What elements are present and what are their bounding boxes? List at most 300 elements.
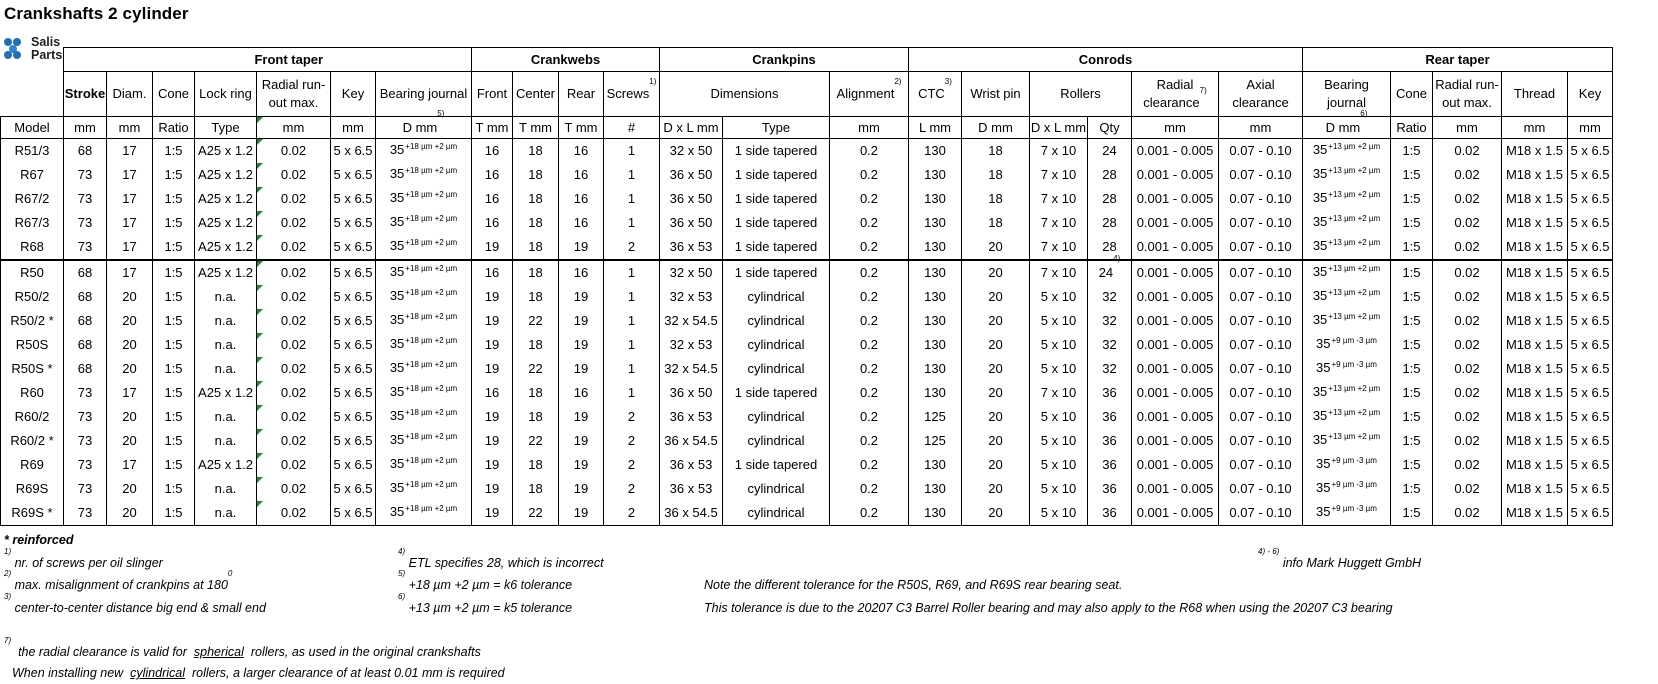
- unit-dimensions: D x L mm: [660, 117, 723, 139]
- cell-diam: 17: [107, 139, 153, 164]
- cell-rcone: 1:5: [1391, 453, 1433, 477]
- cell-rollers: 7 x 10: [1030, 381, 1088, 405]
- cell-rbj: $35^{+9 \mu m -3 \mu m}$: [1303, 477, 1391, 501]
- cell-runout: 0.02: [257, 357, 331, 381]
- cell-diam: 20: [107, 501, 153, 526]
- cell-key: 5 x 6.5: [331, 453, 376, 477]
- unit-alignment: mm: [830, 117, 909, 139]
- cell-thread: M18 x 1.5: [1502, 381, 1568, 405]
- cell-screws: 1: [604, 309, 660, 333]
- cell-cone: 1:5: [153, 187, 195, 211]
- cell-screws: 1: [604, 139, 660, 164]
- cell-wrist: 18: [962, 139, 1030, 164]
- cell-center: 18: [513, 381, 559, 405]
- unit-rear-cone: Ratio: [1391, 117, 1433, 139]
- cell-rcone: 1:5: [1391, 309, 1433, 333]
- cell-lock: A25 x 1.2: [195, 381, 257, 405]
- cell-wrist: 20: [962, 477, 1030, 501]
- cell-model: R60/2 *: [1, 429, 64, 453]
- unit-bearing-journal: D $mm^{5)}$: [376, 117, 472, 139]
- cell-bj: $35^{+18 \mu m +2 \mu m}$: [376, 309, 472, 333]
- cell-radial: 0.001 - 0.005: [1132, 139, 1219, 164]
- cell-qty: 28: [1088, 211, 1132, 235]
- cell-align: 0.2: [830, 285, 909, 309]
- cell-thread: M18 x 1.5: [1502, 163, 1568, 187]
- cell-thread: M18 x 1.5: [1502, 429, 1568, 453]
- cell-front: 19: [472, 235, 513, 260]
- cell-align: 0.2: [830, 381, 909, 405]
- cell-rbj: $35^{+13 \mu m +2 \mu m}$: [1303, 381, 1391, 405]
- footnote-4-6: $^{4) - 6)}$ info Mark Huggett GmbH: [1258, 547, 1422, 570]
- cell-stroke: 73: [64, 429, 107, 453]
- cell-rrunout: 0.02: [1433, 235, 1502, 260]
- header-cone: Cone: [153, 72, 195, 117]
- header-rear-cone: Cone: [1391, 72, 1433, 117]
- cell-rcone: 1:5: [1391, 333, 1433, 357]
- cell-axial: 0.07 - 0.10: [1219, 381, 1303, 405]
- cell-key: 5 x 6.5: [331, 357, 376, 381]
- cell-lock: n.a.: [195, 333, 257, 357]
- cell-ctc: 130: [909, 309, 962, 333]
- cell-lock: A25 x 1.2: [195, 211, 257, 235]
- cell-bj: $35^{+18 \mu m +2 \mu m}$: [376, 453, 472, 477]
- cell-model: R69: [1, 453, 64, 477]
- footnote-2: $^{2)}$ max. misalignment of crankpins at $180^0$: [4, 569, 233, 592]
- cell-rollers: 5 x 10: [1030, 333, 1088, 357]
- cell-bj: $35^{+18 \mu m +2 \mu m}$: [376, 501, 472, 526]
- table-row: [1, 139, 1613, 164]
- cell-center: 18: [513, 405, 559, 429]
- cell-model: R67: [1, 163, 64, 187]
- cell-wrist: 20: [962, 357, 1030, 381]
- cell-diam: 20: [107, 429, 153, 453]
- cell-key: 5 x 6.5: [331, 187, 376, 211]
- cell-radial: 0.001 - 0.005: [1132, 405, 1219, 429]
- cell-key: 5 x 6.5: [331, 285, 376, 309]
- cell-key: 5 x 6.5: [331, 333, 376, 357]
- cell-stroke: 73: [64, 405, 107, 429]
- cell-wrist: 20: [962, 381, 1030, 405]
- cell-runout: 0.02: [257, 381, 331, 405]
- cell-ctc: 130: [909, 211, 962, 235]
- cell-runout: 0.02: [257, 235, 331, 260]
- cell-axial: 0.07 - 0.10: [1219, 187, 1303, 211]
- header-dimensions: Dimensions: [660, 72, 830, 117]
- cell-runout: 0.02: [257, 139, 331, 164]
- cell-key: 5 x 6.5: [331, 501, 376, 526]
- cell-lock: n.a.: [195, 285, 257, 309]
- table-row: [1, 187, 1613, 211]
- cell-cone: 1:5: [153, 357, 195, 381]
- cell-rrunout: 0.02: [1433, 429, 1502, 453]
- header-screws: Screws$^{1)}$: [604, 72, 660, 117]
- cell-key: 5 x 6.5: [331, 163, 376, 187]
- cell-ctc: 130: [909, 477, 962, 501]
- cell-wrist: 20: [962, 453, 1030, 477]
- cell-rbj: $35^{+13 \mu m +2 \mu m}$: [1303, 260, 1391, 285]
- cell-rollers: 5 x 10: [1030, 285, 1088, 309]
- cell-screws: 2: [604, 429, 660, 453]
- cell-type: cylindrical: [723, 357, 830, 381]
- cell-rollers: 5 x 10: [1030, 429, 1088, 453]
- cell-front: 19: [472, 285, 513, 309]
- cell-screws: 2: [604, 501, 660, 526]
- cell-rkey: 5 x 6.5: [1568, 477, 1613, 501]
- cell-align: 0.2: [830, 211, 909, 235]
- unit-axial-clearance: mm: [1219, 117, 1303, 139]
- cell-rear: 19: [559, 477, 604, 501]
- cell-wrist: 18: [962, 187, 1030, 211]
- cell-bj: $35^{+18 \mu m +2 \mu m}$: [376, 235, 472, 260]
- cell-front: 16: [472, 381, 513, 405]
- cell-thread: M18 x 1.5: [1502, 187, 1568, 211]
- cell-model: R60/2: [1, 405, 64, 429]
- cell-screws: 1: [604, 260, 660, 285]
- cell-diam: 20: [107, 405, 153, 429]
- cell-center: 22: [513, 357, 559, 381]
- cell-wrist: 20: [962, 285, 1030, 309]
- cell-rkey: 5 x 6.5: [1568, 333, 1613, 357]
- cell-wrist: 20: [962, 260, 1030, 285]
- cell-center: 18: [513, 285, 559, 309]
- cell-stroke: 68: [64, 285, 107, 309]
- cell-thread: M18 x 1.5: [1502, 211, 1568, 235]
- cell-cone: 1:5: [153, 235, 195, 260]
- cell-lock: n.a.: [195, 429, 257, 453]
- group-front-taper: Front taper: [107, 48, 472, 72]
- cell-dim: 32 x 50: [660, 139, 723, 164]
- table-row: [1, 235, 1613, 260]
- cell-qty: 32: [1088, 357, 1132, 381]
- cell-bj: $35^{+18 \mu m +2 \mu m}$: [376, 285, 472, 309]
- cell-lock: A25 x 1.2: [195, 163, 257, 187]
- cell-stroke: 73: [64, 187, 107, 211]
- table-row: [1, 405, 1613, 429]
- cell-screws: 2: [604, 405, 660, 429]
- cell-model: R50: [1, 260, 64, 285]
- cell-thread: M18 x 1.5: [1502, 285, 1568, 309]
- cell-cone: 1:5: [153, 429, 195, 453]
- header-radial-runout: Radial run-out max.: [257, 72, 331, 117]
- cell-front: 19: [472, 453, 513, 477]
- cell-ctc: 125: [909, 429, 962, 453]
- cell-rear: 19: [559, 333, 604, 357]
- cell-bj: $35^{+18 \mu m +2 \mu m}$: [376, 333, 472, 357]
- cell-center: 18: [513, 453, 559, 477]
- cell-ctc: 130: [909, 381, 962, 405]
- header-rear-radial-runout: Radial run-out max.: [1433, 72, 1502, 117]
- cell-rrunout: 0.02: [1433, 285, 1502, 309]
- cell-screws: 2: [604, 477, 660, 501]
- cell-model: R50S: [1, 333, 64, 357]
- page-title: Crankshafts 2 cylinder: [4, 4, 189, 23]
- cell-axial: 0.07 - 0.10: [1219, 260, 1303, 285]
- cell-radial: 0.001 - 0.005: [1132, 501, 1219, 526]
- table-row: [1, 163, 1613, 187]
- cell-axial: 0.07 - 0.10: [1219, 235, 1303, 260]
- unit-rear-key: mm: [1568, 117, 1613, 139]
- cell-runout: 0.02: [257, 285, 331, 309]
- cell-diam: 17: [107, 211, 153, 235]
- footnote-5: $^{5)}$ +18 µm +2 µm = k6 tolerance: [398, 569, 573, 592]
- cell-ctc: 130: [909, 501, 962, 526]
- unit-diam: mm: [107, 117, 153, 139]
- cell-center: 18: [513, 477, 559, 501]
- table-row: [1, 211, 1613, 235]
- cell-rbj: $35^{+13 \mu m +2 \mu m}$: [1303, 235, 1391, 260]
- cell-cone: 1:5: [153, 333, 195, 357]
- cell-cone: 1:5: [153, 285, 195, 309]
- cell-qty: 36: [1088, 405, 1132, 429]
- cell-stroke: 68: [64, 357, 107, 381]
- cell-screws: 1: [604, 357, 660, 381]
- cell-front: 19: [472, 333, 513, 357]
- footnote-7-cont: When installing new cylindrical rollers, a larger clearance of at least 0.01 mm is required: [12, 666, 505, 680]
- cell-diam: 17: [107, 453, 153, 477]
- cell-center: 22: [513, 429, 559, 453]
- cell-center: 18: [513, 260, 559, 285]
- cell-dim: 32 x 53: [660, 333, 723, 357]
- cell-bj: $35^{+18 \mu m +2 \mu m}$: [376, 260, 472, 285]
- cell-rollers: 5 x 10: [1030, 453, 1088, 477]
- cell-qty: 28: [1088, 235, 1132, 260]
- cell-radial: 0.001 - 0.005: [1132, 211, 1219, 235]
- unit-rollers-qty: Qty: [1088, 117, 1132, 139]
- header-rollers: Rollers: [1030, 72, 1132, 117]
- cell-cone: 1:5: [153, 453, 195, 477]
- cell-type: 1 side tapered: [723, 211, 830, 235]
- cell-axial: 0.07 - 0.10: [1219, 501, 1303, 526]
- cell-runout: 0.02: [257, 309, 331, 333]
- cell-axial: 0.07 - 0.10: [1219, 139, 1303, 164]
- cell-axial: 0.07 - 0.10: [1219, 429, 1303, 453]
- cell-rkey: 5 x 6.5: [1568, 139, 1613, 164]
- cell-dim: 36 x 53: [660, 453, 723, 477]
- cell-center: 18: [513, 235, 559, 260]
- cell-radial: 0.001 - 0.005: [1132, 333, 1219, 357]
- cell-bj: $35^{+18 \mu m +2 \mu m}$: [376, 477, 472, 501]
- cell-cone: 1:5: [153, 381, 195, 405]
- cell-diam: 17: [107, 260, 153, 285]
- unit-model: Model: [1, 117, 64, 139]
- cell-stroke: 68: [64, 333, 107, 357]
- table-row: [1, 429, 1613, 453]
- cell-rollers: 7 x 10: [1030, 187, 1088, 211]
- cell-dim: 36 x 50: [660, 381, 723, 405]
- cell-key: 5 x 6.5: [331, 477, 376, 501]
- cell-align: 0.2: [830, 453, 909, 477]
- cell-rear: 19: [559, 501, 604, 526]
- cell-diam: 20: [107, 333, 153, 357]
- cell-model: R67/3: [1, 211, 64, 235]
- cell-rollers: 5 x 10: [1030, 477, 1088, 501]
- footnote-1: $^{1)}$ nr. of screws per oil slinger: [4, 547, 163, 570]
- logo-text-2: Parts: [31, 48, 63, 62]
- cell-rkey: 5 x 6.5: [1568, 357, 1613, 381]
- cell-thread: M18 x 1.5: [1502, 309, 1568, 333]
- unit-type: Type: [723, 117, 830, 139]
- header-lock-ring: Lock ring: [195, 72, 257, 117]
- cell-type: cylindrical: [723, 405, 830, 429]
- cell-align: 0.2: [830, 501, 909, 526]
- group-conrods: Conrods: [909, 48, 1303, 72]
- cell-type: 1 side tapered: [723, 453, 830, 477]
- cell-front: 19: [472, 309, 513, 333]
- cell-axial: 0.07 - 0.10: [1219, 163, 1303, 187]
- cell-lock: n.a.: [195, 501, 257, 526]
- cell-type: 1 side tapered: [723, 187, 830, 211]
- header-radial-clearance: Radial clearance$^{7)}$: [1132, 72, 1219, 117]
- cell-dim: 36 x 50: [660, 163, 723, 187]
- table-row: [1, 260, 1613, 285]
- cell-rollers: 7 x 10: [1030, 163, 1088, 187]
- cell-qty: 32: [1088, 309, 1132, 333]
- cell-qty: 32: [1088, 333, 1132, 357]
- cell-rbj: $35^{+13 \mu m +2 \mu m}$: [1303, 309, 1391, 333]
- unit-screws: #: [604, 117, 660, 139]
- cell-type: cylindrical: [723, 333, 830, 357]
- cell-rbj: $35^{+9 \mu m -3 \mu m}$: [1303, 453, 1391, 477]
- cell-rear: 16: [559, 381, 604, 405]
- cell-rear: 19: [559, 429, 604, 453]
- cell-wrist: 20: [962, 333, 1030, 357]
- cell-rrunout: 0.02: [1433, 333, 1502, 357]
- cell-ctc: 130: [909, 235, 962, 260]
- unit-radial-runout: mm: [257, 117, 331, 139]
- cell-dim: 32 x 54.5: [660, 357, 723, 381]
- cell-type: 1 side tapered: [723, 381, 830, 405]
- cell-dim: 36 x 50: [660, 187, 723, 211]
- cell-thread: M18 x 1.5: [1502, 405, 1568, 429]
- header-wrist-pin: Wrist pin: [962, 72, 1030, 117]
- cell-stroke: 73: [64, 501, 107, 526]
- cell-model: R50/2 *: [1, 309, 64, 333]
- cell-rrunout: 0.02: [1433, 211, 1502, 235]
- note-tolerance-1: Note the different tolerance for the R50S, R69, and R69S rear bearing seat.: [704, 578, 1123, 592]
- cell-runout: 0.02: [257, 453, 331, 477]
- cell-lock: n.a.: [195, 405, 257, 429]
- cell-thread: M18 x 1.5: [1502, 333, 1568, 357]
- cell-diam: 17: [107, 381, 153, 405]
- cell-rear: 19: [559, 405, 604, 429]
- cell-lock: n.a.: [195, 309, 257, 333]
- cell-ctc: 130: [909, 357, 962, 381]
- cell-center: 22: [513, 309, 559, 333]
- cell-align: 0.2: [830, 309, 909, 333]
- cell-type: cylindrical: [723, 309, 830, 333]
- header-thread: Thread: [1502, 72, 1568, 117]
- cell-thread: M18 x 1.5: [1502, 139, 1568, 164]
- cell-model: R50S *: [1, 357, 64, 381]
- cell-wrist: 20: [962, 405, 1030, 429]
- cell-cone: 1:5: [153, 477, 195, 501]
- footnote-6: $^{6)}$ +13 µm +2 µm = k5 tolerance: [398, 592, 573, 615]
- cell-lock: n.a.: [195, 357, 257, 381]
- cell-rcone: 1:5: [1391, 211, 1433, 235]
- cell-rkey: 5 x 6.5: [1568, 501, 1613, 526]
- cell-type: cylindrical: [723, 285, 830, 309]
- cell-stroke: 73: [64, 163, 107, 187]
- cell-align: 0.2: [830, 477, 909, 501]
- cell-radial: 0.001 - 0.005: [1132, 163, 1219, 187]
- cell-cone: 1:5: [153, 211, 195, 235]
- cell-qty: 36: [1088, 501, 1132, 526]
- cell-rear: 19: [559, 357, 604, 381]
- header-front: Front: [472, 72, 513, 117]
- cell-axial: 0.07 - 0.10: [1219, 477, 1303, 501]
- cell-front: 16: [472, 260, 513, 285]
- cell-rcone: 1:5: [1391, 429, 1433, 453]
- cell-screws: 1: [604, 187, 660, 211]
- cell-screws: 1: [604, 381, 660, 405]
- cell-axial: 0.07 - 0.10: [1219, 309, 1303, 333]
- cell-rkey: 5 x 6.5: [1568, 405, 1613, 429]
- cell-rear: 16: [559, 211, 604, 235]
- table-row: [1, 501, 1613, 526]
- cell-radial: 0.001 - 0.005: [1132, 235, 1219, 260]
- cell-front: 16: [472, 139, 513, 164]
- cell-axial: 0.07 - 0.10: [1219, 405, 1303, 429]
- cell-radial: 0.001 - 0.005: [1132, 429, 1219, 453]
- cell-screws: 2: [604, 235, 660, 260]
- cell-runout: 0.02: [257, 333, 331, 357]
- cell-runout: 0.02: [257, 429, 331, 453]
- cell-model: R60: [1, 381, 64, 405]
- cell-rbj: $35^{+13 \mu m +2 \mu m}$: [1303, 429, 1391, 453]
- cell-rrunout: 0.02: [1433, 477, 1502, 501]
- cell-radial: 0.001 - 0.005: [1132, 477, 1219, 501]
- cell-rbj: $35^{+13 \mu m +2 \mu m}$: [1303, 285, 1391, 309]
- cell-rbj: $35^{+13 \mu m +2 \mu m}$: [1303, 139, 1391, 164]
- cell-stroke: 73: [64, 235, 107, 260]
- cell-dim: 36 x 53: [660, 235, 723, 260]
- cell-rear: 19: [559, 285, 604, 309]
- cell-rear: 16: [559, 187, 604, 211]
- cell-qty: 28: [1088, 187, 1132, 211]
- cell-center: 18: [513, 333, 559, 357]
- header-diam: Diam.: [107, 72, 153, 117]
- cell-radial: 0.001 - 0.005: [1132, 381, 1219, 405]
- cell-runout: 0.02: [257, 211, 331, 235]
- cell-rear: 16: [559, 163, 604, 187]
- cell-axial: 0.07 - 0.10: [1219, 357, 1303, 381]
- unit-rear: T mm: [559, 117, 604, 139]
- cell-rrunout: 0.02: [1433, 260, 1502, 285]
- cell-center: 18: [513, 187, 559, 211]
- cell-lock: A25 x 1.2: [195, 235, 257, 260]
- cell-thread: M18 x 1.5: [1502, 357, 1568, 381]
- cell-rkey: 5 x 6.5: [1568, 285, 1613, 309]
- cell-rbj: $35^{+9 \mu m -3 \mu m}$: [1303, 357, 1391, 381]
- table-row: [1, 381, 1613, 405]
- cell-radial: 0.001 - 0.005: [1132, 260, 1219, 285]
- cell-align: 0.2: [830, 139, 909, 164]
- unit-cone: Ratio: [153, 117, 195, 139]
- cell-bj: $35^{+18 \mu m +2 \mu m}$: [376, 163, 472, 187]
- cell-axial: 0.07 - 0.10: [1219, 333, 1303, 357]
- unit-lock-ring: Type: [195, 117, 257, 139]
- cell-bj: $35^{+18 \mu m +2 \mu m}$: [376, 211, 472, 235]
- cell-rbj: $35^{+13 \mu m +2 \mu m}$: [1303, 405, 1391, 429]
- cell-cone: 1:5: [153, 309, 195, 333]
- cell-rrunout: 0.02: [1433, 187, 1502, 211]
- header-center: Center: [513, 72, 559, 117]
- table-row: [1, 333, 1613, 357]
- cell-key: 5 x 6.5: [331, 235, 376, 260]
- unit-stroke: mm: [64, 117, 107, 139]
- cell-rrunout: 0.02: [1433, 501, 1502, 526]
- cell-rbj: $35^{+13 \mu m +2 \mu m}$: [1303, 211, 1391, 235]
